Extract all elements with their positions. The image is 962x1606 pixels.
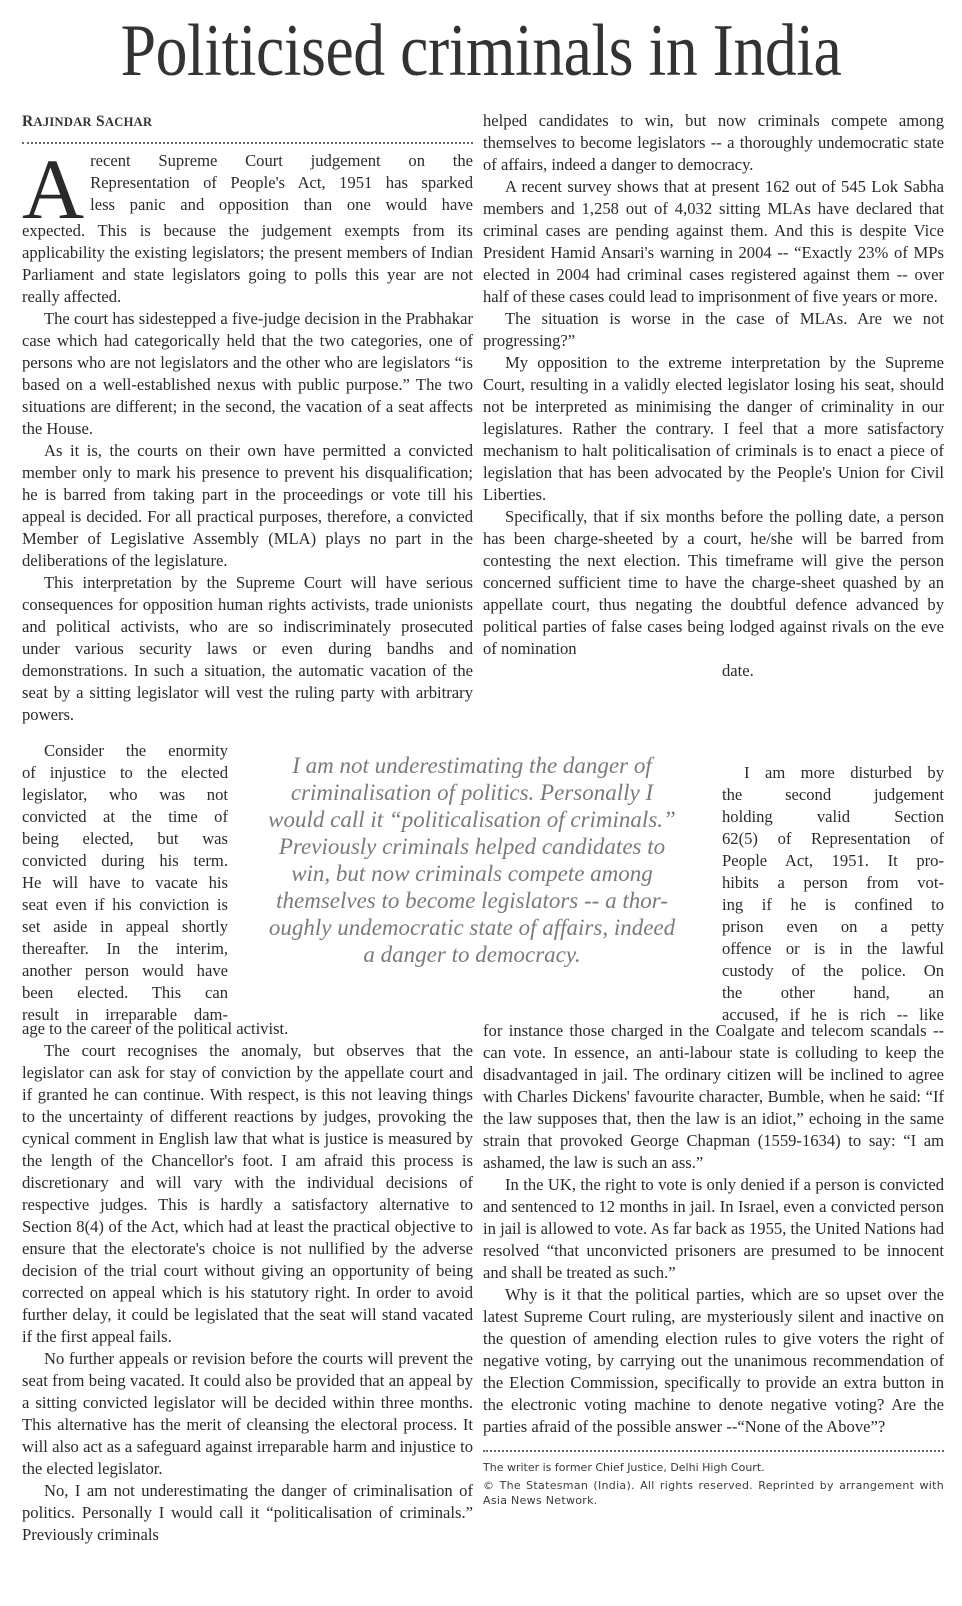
left-column [22, 112, 473, 726]
footer-divider [483, 1446, 944, 1452]
paragraph-14: In the UK, the right to vote is only denied if a person is convicted and sentenced to 12 months in jail. In Israel, even a convicted person in jail is allowed to vote. As far back as 1955, the United Nations had resolved “that unconvicted prisoners are presumed to be innocent and shall be treated as such.” [483, 1175, 944, 1282]
pull-quote-line: would call it “politicalisation of criminals.” [268, 807, 676, 832]
text-line: of injustice to the elected [22, 763, 228, 782]
text-line: been elected. This can [22, 983, 228, 1002]
text-line: holding valid Section [722, 807, 944, 826]
paragraph-1 [22, 141, 473, 308]
paragraph-3: As it is, the courts on their own have permitted a convicted member only to mark his presence to prevent his disqualification; he is barred from taking part in the proceedings or vote till his appeal is decided. For all practical purposes, therefore, a convicted Member of Legislative Assembly (MLA) plays no part in the deliberations of the legislature. [22, 441, 473, 570]
pull-quote-line: Previously criminals helped candidates to [278, 834, 666, 859]
text-line: another person would have [22, 961, 228, 980]
byline [22, 112, 473, 136]
pull-quote-line: I am not underestimating the danger of [292, 753, 652, 778]
right-column [483, 110, 944, 682]
text-line: the other hand, an [722, 983, 944, 1002]
text-line: less panic and opposition than one would have [90, 195, 473, 214]
text-line: seat even if his conviction is [22, 895, 228, 914]
right-column-bottom [483, 1020, 944, 1508]
paragraph-15: Why is it that the political parties, which are so upset over the latest Supreme Court ruling, are mysteriously silent and inactive on the question of amending election rules to give voters the right of negative voting, by carrying out the unanimous recommendation of the Election Commission, specifically to provide an extra button in the electronic voting machine to denote negative voting? Are the parties afraid of the possible answer --“None of the Above”? [483, 1285, 944, 1436]
paragraph-11: My opposition to the extreme interpretation by the Supreme Court, resulting in a validly elected legislator losing his seat, should not be interpreted as minimising the danger of criminality in our legislatures. Rather the contrary. I feel that a more satisfactory mechanism to halt politicalisation of criminals is to enact a piece of legislation that has been advocated by the People's Union for Civil Liberties. [483, 353, 944, 504]
text-line: I am more disturbed by [744, 763, 944, 782]
left-column-bottom [22, 1018, 473, 1546]
text-line: ing if he is confined to [722, 895, 944, 914]
text-line: convicted during his term. [22, 851, 228, 870]
byline-divider [22, 136, 473, 144]
paragraph-12-tail: date. [722, 661, 754, 680]
paragraph-5-tail: age to the career of the political activist. [22, 1019, 289, 1038]
byline-text: AJINDAR [33, 115, 92, 129]
text-line: thereafter. In the interim, [22, 939, 228, 958]
text-line: recent Supreme Court judgement on the [90, 151, 473, 170]
paragraph-4: This interpretation by the Supreme Court will have serious consequences for opposition human rights activists, trade unionists and political activists, who are so indiscriminately prosecuted under various security laws or even during bandhs and demonstrations. In such a situation, the automatic vacation of the seat by a sitting legislator will vest the ruling party with arbitrary powers. [22, 573, 473, 724]
pull-quote-line: themselves to become legislators -- a thor- [276, 888, 668, 913]
byline-initial: S [96, 113, 105, 130]
paragraph-8-cont: helped candidates to win, but now criminals compete among themselves to become legislators -- a thoroughly undemocratic state of affairs, indeed a danger to democracy. [483, 111, 944, 174]
pull-quote-line: win, but now criminals compete among [291, 861, 653, 886]
paragraph-13-rest: for instance those charged in the Coalgate and telecom scandals -- can vote. In essence, an anti-labour state is colluding to keep the disadvantaged in jail. The ordinary citizen will be inclined to agree with Charles Dickens' favourite character, Bumble, when he said: “If the law supposes that, then the law is an idiot,” echoing in the same strain that provoked George Chapman (1559-1634) to say: “I am ashamed, the law is such an ass.” [483, 1021, 944, 1172]
right-narrow-wrap [722, 762, 944, 1026]
left-narrow-wrap [22, 740, 228, 1026]
text-line: Consider the enormity [44, 741, 228, 760]
text-line: He will have to vacate his [22, 873, 228, 892]
paragraph-10: The situation is worse in the case of MLAs. Are we not progressing?” [483, 309, 944, 350]
paragraph-12: Specifically, that if six months before the polling date, a person has been charge-sheeted by a court, he/she will be barred from contesting the next election. This timeframe will give the person concerned sufficient time to have the charge-sheet quashed by an appellate court, thus negating the doubtful defence advanced by political parties of false cases being lodged against rivals on the eve of nomination [483, 507, 944, 658]
text-line: set aside in appeal shortly [22, 917, 228, 936]
paragraph-2: The court has sidestepped a five-judge decision in the Prabhakar case which had categorically held that the two categories, one of persons who are not legislators and the other who are legislators “is based on a well-established nexus with public purpose.” The two situations are different; in the second, the vacation of a seat affects the House. [22, 309, 473, 438]
text-line: People Act, 1951. It pro- [722, 851, 944, 870]
text-line: legislator, who was not [22, 785, 228, 804]
paragraph-text: expected. This is because the judgement exempts from its applicability the existing legislators; the present members of Indian Parliament and state legislators going to polls this year are not really affected. [22, 221, 473, 306]
author-note: The writer is former Chief Justice, Delhi High Court. [483, 1461, 765, 1474]
text-line: convicted at the time of [22, 807, 228, 826]
text-line: accused, if he is rich -- like [722, 1005, 944, 1024]
copyright-note: © The Statesman (India). All rights reserved. Reprinted by arrangement with Asia News Network. [483, 1479, 944, 1507]
text-line: 62(5) of Representation of [722, 829, 944, 848]
paragraph-9: A recent survey shows that at present 162 out of 545 Lok Sabha members and 1,258 out of 4,032 sitting MLAs have declared that criminal cases are pending against them. And this is despite Vice President Hamid Ansari's warning in 2004 -- “Exactly 23% of MPs elected in 2004 had criminal cases registered against them -- over half of these cases could lead to imprisonment of five years or more. [483, 177, 944, 306]
pull-quote-line: criminalisation of politics. Personally I [290, 780, 654, 805]
paragraph-8: No, I am not underestimating the danger of criminalisation of politics. Personally I would call it “politicalisation of criminals.” Previously criminals [22, 1481, 473, 1544]
pull-quote-line: a danger to democracy. [363, 942, 581, 967]
paragraph-6: The court recognises the anomaly, but observes that the legislator can ask for stay of conviction by the appellate court and if granted he can continue. With respect, is this not leaving things to the uncertainty of different reactions by judges, provoking the cynical comment in English law that what is justice is measured by the length of the Chancellor's foot. I am afraid this process is discretionary and will vary with the individual decisions of respective judges. This is hardly a satisfactory alternative to Section 8(4) of the Act, which had at least the practical objective to ensure that the electorate's choice is not nullified by the adverse decision of the trial court without giving an opportunity of being corrected on appeal which is his statutory right. In order to avoid further delay, it could be legislated that the seat will stand vacated if the first appeal fails. [22, 1041, 473, 1346]
text-line: hibits a person from vot- [722, 873, 944, 892]
article-title: Politicised criminals in India [120, 10, 842, 92]
paragraph-7: No further appeals or revision before the courts will prevent the seat from being vacated. It could also be provided that an appeal by a sitting convicted legislator will be decided within three months. This alternative has the merit of cleansing the electoral process. It will also act as a safeguard against irreparable harm and injustice to the elected legislator. [22, 1349, 473, 1478]
text-line: the second judgement [722, 785, 944, 804]
byline-initial: R [22, 113, 34, 130]
pull-quote [244, 752, 700, 968]
text-line: Representation of People's Act, 1951 has sparked [90, 173, 473, 192]
text-line: result in irreparable dam- [22, 1005, 228, 1024]
text-line: offence or is in the lawful [722, 939, 944, 958]
pull-quote-line: oughly undemocratic state of affairs, indeed [268, 915, 676, 940]
text-line: custody of the police. On [722, 961, 944, 980]
drop-cap: A [22, 141, 85, 237]
text-line: prison even on a petty [722, 917, 944, 936]
text-line: being elected, but was [22, 829, 228, 848]
byline-text: ACHAR [104, 115, 153, 129]
